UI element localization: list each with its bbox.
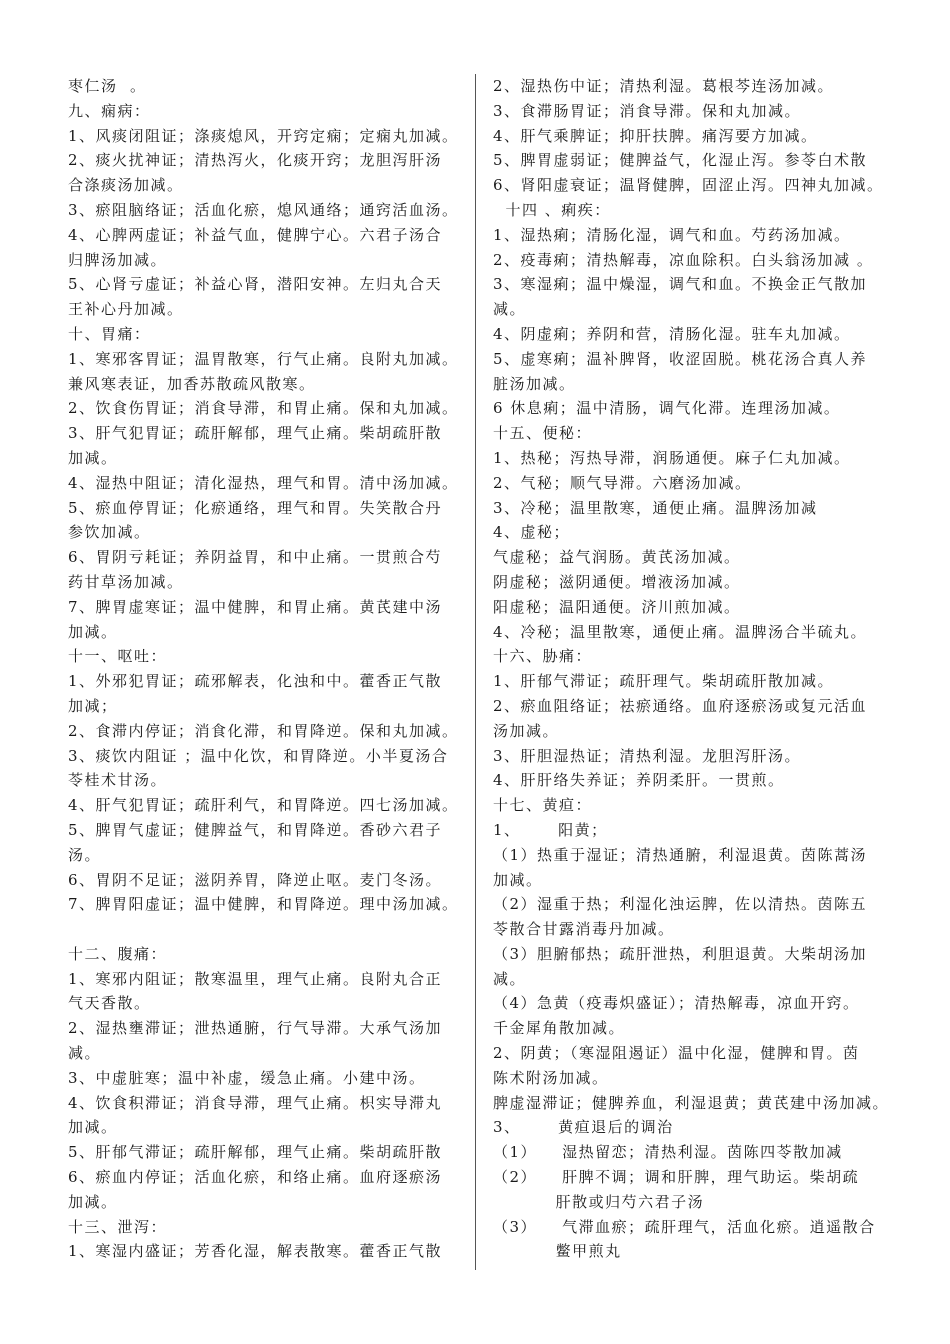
text-line: 3、冷秘；温里散寒，通便止痛。温脾汤加减 xyxy=(493,498,818,517)
left-column xyxy=(68,74,460,1264)
text-line: 十二、腹痛： xyxy=(68,944,168,963)
text-line: 加减。 xyxy=(493,870,543,889)
text-line: 肝散或归芍六君子汤 xyxy=(493,1192,705,1211)
text-line: 4、湿热中阻证；清化湿热，理气和胃。清中汤加减。 xyxy=(68,473,459,492)
text-line: 2、湿热壅滞证；泄热通腑，行气导滞。大承气汤加 xyxy=(68,1019,443,1038)
text-line: 3、食滞肠胃证；消食导滞。保和丸加减。 xyxy=(493,101,802,120)
text-line: 4、肝气乘脾证；抑肝扶脾。痛泻要方加减。 xyxy=(493,126,818,145)
text-line: 2、阴黄；（寒湿阻遏证）温中化湿，健脾和胃。茵 xyxy=(493,1044,860,1063)
text-line: 加减； xyxy=(68,696,118,715)
text-line: 合涤痰汤加减。 xyxy=(68,176,184,195)
text-line: 加减。 xyxy=(68,1118,118,1137)
text-line: （1） 湿热留恋；清热利湿。茵陈四苓散加减 xyxy=(493,1143,843,1162)
text-line: 脾虚湿滞证；健脾养血，利湿退黄；黄芪建中汤加减。 xyxy=(493,1093,890,1112)
text-line: 4、阴虚痢；养阴和营，清肠化湿。驻车丸加减。 xyxy=(493,324,851,343)
text-line: 2、气秘；顺气导滞。六磨汤加减。 xyxy=(493,473,752,492)
text-line: 5、心肾亏虚证；补益心肾，潜阳安神。左归丸合天 xyxy=(68,275,443,294)
text-line: 6、瘀血内停证；活血化瘀，和络止痛。血府逐瘀汤 xyxy=(68,1168,443,1187)
text-line: 加减。 xyxy=(68,622,118,641)
text-line: 十三、泄泻： xyxy=(68,1217,168,1236)
text-line: 鳖甲煎丸 xyxy=(493,1242,622,1261)
text-line: 汤加减。 xyxy=(493,721,560,740)
text-line: 4、冷秘；温里散寒，通便止痛。温脾汤合半硫丸。 xyxy=(493,622,868,641)
text-line: 5、脾胃虚弱证；健脾益气，化湿止泻。参苓白术散 xyxy=(493,151,868,170)
text-line: 药甘草汤加减。 xyxy=(68,572,184,591)
text-line: 1、热秘；泻热导滞，润肠通便。麻子仁丸加减。 xyxy=(493,448,851,467)
text-line: 减。 xyxy=(68,1044,102,1063)
text-line: 7、脾胃阳虚证；温中健脾，和胃降逆。理中汤加减。 xyxy=(68,895,459,914)
text-line: 2、疫毒痢；清热解毒，凉血除积。白头翁汤加减 。 xyxy=(493,250,874,269)
text-line: 1、肝郁气滞证；疏肝理气。柴胡疏肝散加减。 xyxy=(493,672,835,691)
text-line: 2、瘀血阻络证；祛瘀通络。血府逐瘀汤或复元活血 xyxy=(493,696,868,715)
text-line: 十五、便秘： xyxy=(493,424,593,443)
text-line: 参饮加减。 xyxy=(68,523,151,542)
text-line: 5、脾胃气虚证；健脾益气，和胃降逆。香砂六君子 xyxy=(68,820,443,839)
text-line: 十四 、痢疾： xyxy=(493,200,611,219)
text-line: 6 休息痢；温中清肠，调气化滞。连理汤加减。 xyxy=(493,399,841,418)
text-line: （1）热重于湿证；清热通腑，利湿退黄。茵陈蒿汤 xyxy=(493,845,868,864)
text-line: 3、肝胆湿热证；清热利湿。龙胆泻肝汤。 xyxy=(493,746,802,765)
text-line xyxy=(68,917,460,942)
text-line: 5、虚寒痢；温补脾肾，收涩固脱。桃花汤合真人养 xyxy=(493,349,868,368)
text-line: 5、肝郁气滞证；疏肝解郁，理气止痛。柴胡疏肝散 xyxy=(68,1143,443,1162)
text-line: 4、虚秘； xyxy=(493,523,571,542)
text-line: 4、心脾两虚证；补益气血，健脾宁心。六君子汤合 xyxy=(68,225,443,244)
text-line: 6、胃阴不足证；滋阴养胃，降逆止呕。麦门冬汤。 xyxy=(68,870,443,889)
text-line: 减。 xyxy=(493,300,527,319)
text-line: 3、肝气犯胃证；疏肝解郁，理气止痛。柴胡疏肝散 xyxy=(68,424,443,443)
text-line: 2、湿热伤中证；清热利湿。葛根芩连汤加减。 xyxy=(493,77,835,95)
text-line: （4）急黄（疫毒炽盛证）；清热解毒，凉血开窍。 xyxy=(493,994,860,1013)
text-line: 2、饮食伤胃证；消食导滞，和胃止痛。保和丸加减。 xyxy=(68,399,459,418)
text-line: 3、 黄疸退后的调治 xyxy=(493,1118,674,1137)
text-line: 十六、胁痛： xyxy=(493,647,593,666)
text-line: 1、风痰闭阻证；涤痰熄风，开窍定痫；定痫丸加减。 xyxy=(68,126,459,145)
text-line: 7、脾胃虚寒证；温中健脾，和胃止痛。黄芪建中汤 xyxy=(68,597,443,616)
text-line: 3、中虚脏寒；温中补虚，缓急止痛。小建中汤。 xyxy=(68,1068,426,1087)
text-line: 十、胃痛： xyxy=(68,324,151,343)
text-line: 十一、呕吐： xyxy=(68,647,168,666)
text-line: 枣仁汤 。 xyxy=(68,77,147,95)
text-line: （3） 气滞血瘀；疏肝理气，活血化瘀。逍遥散合 xyxy=(493,1217,876,1236)
text-line: 十七、黄疸： xyxy=(493,796,593,815)
text-line: 1、寒邪客胃证；温胃散寒，行气止痛。良附丸加减。 xyxy=(68,349,459,368)
text-line: 1、寒邪内阻证；散寒温里，理气止痛。良附丸合正 xyxy=(68,969,443,988)
text-line: 气虚秘；益气润肠。黄芪汤加减。 xyxy=(493,548,741,567)
text-line: 6、胃阴亏耗证；养阴益胃，和中止痛。一贯煎合芍 xyxy=(68,548,443,567)
text-line: 脏汤加减。 xyxy=(493,374,576,393)
text-line: 2、食滞内停证；消食化滞，和胃降逆。保和丸加减。 xyxy=(68,721,459,740)
text-line: 苓散合甘露消毒丹加减。 xyxy=(493,920,675,939)
text-line: 加减。 xyxy=(68,448,118,467)
text-line: 阴虚秘；滋阴通便。增液汤加减。 xyxy=(493,572,741,591)
text-line: 3、痰饮内阻证 ；温中化饮，和胃降逆。小半夏汤合 xyxy=(68,746,449,765)
text-line: 1、外邪犯胃证；疏邪解表，化浊和中。藿香正气散 xyxy=(68,672,443,691)
text-line: 1、 阳黄； xyxy=(493,820,608,839)
text-line: 千金犀角散加减。 xyxy=(493,1019,626,1038)
text-line: 2、痰火扰神证；清热泻火，化痰开窍；龙胆泻肝汤 xyxy=(68,151,443,170)
text-line: （2） 肝脾不调；调和肝脾，理气助运。柴胡疏 xyxy=(493,1168,860,1187)
text-line: 加减。 xyxy=(68,1192,118,1211)
text-line: 6、肾阳虚衰证；温肾健脾，固涩止泻。四神丸加减。 xyxy=(493,176,884,195)
text-line: 1、湿热痢；清肠化湿，调气和血。芍药汤加减。 xyxy=(493,225,851,244)
text-line: 苓桂术甘汤。 xyxy=(68,771,168,790)
text-line: 4、肝肝络失养证；养阴柔肝。一贯煎。 xyxy=(493,771,785,790)
text-line: 5、瘀血停胃证；化瘀通络，理气和胃。失笑散合丹 xyxy=(68,498,443,517)
text-line: 兼风寒表证，加香苏散疏风散寒。 xyxy=(68,374,316,393)
text-line: 减。 xyxy=(493,969,527,988)
text-line: （3）胆腑郁热；疏肝泄热，利胆退黄。大柴胡汤加 xyxy=(493,944,868,963)
text-line: （2）湿重于热；利湿化浊运脾，佐以清热。茵陈五 xyxy=(493,895,868,914)
text-line: 陈术附汤加减。 xyxy=(493,1068,609,1087)
text-line: 九、痫病： xyxy=(68,101,151,120)
text-line: 4、饮食积滞证；消食导滞，理气止痛。枳实导滞丸 xyxy=(68,1093,443,1112)
text-line: 1、寒湿内盛证；芳香化湿，解表散寒。藿香正气散 xyxy=(68,1242,443,1261)
right-column xyxy=(493,74,893,1264)
text-line: 4、肝气犯胃证；疏肝利气，和胃降逆。四七汤加减。 xyxy=(68,796,459,815)
text-line: 气天香散。 xyxy=(68,994,151,1013)
text-line: 3、瘀阻脑络证；活血化瘀，熄风通络；通窍活血汤。 xyxy=(68,200,459,219)
text-line: 王补心丹加减。 xyxy=(68,300,184,319)
text-line: 汤。 xyxy=(68,845,102,864)
text-line: 阳虚秘；温阳通便。济川煎加减。 xyxy=(493,597,741,616)
column-divider xyxy=(475,74,476,1270)
text-line: 归脾汤加减。 xyxy=(68,250,168,269)
text-line: 3、寒湿痢；温中燥湿，调气和血。不换金正气散加 xyxy=(493,275,868,294)
